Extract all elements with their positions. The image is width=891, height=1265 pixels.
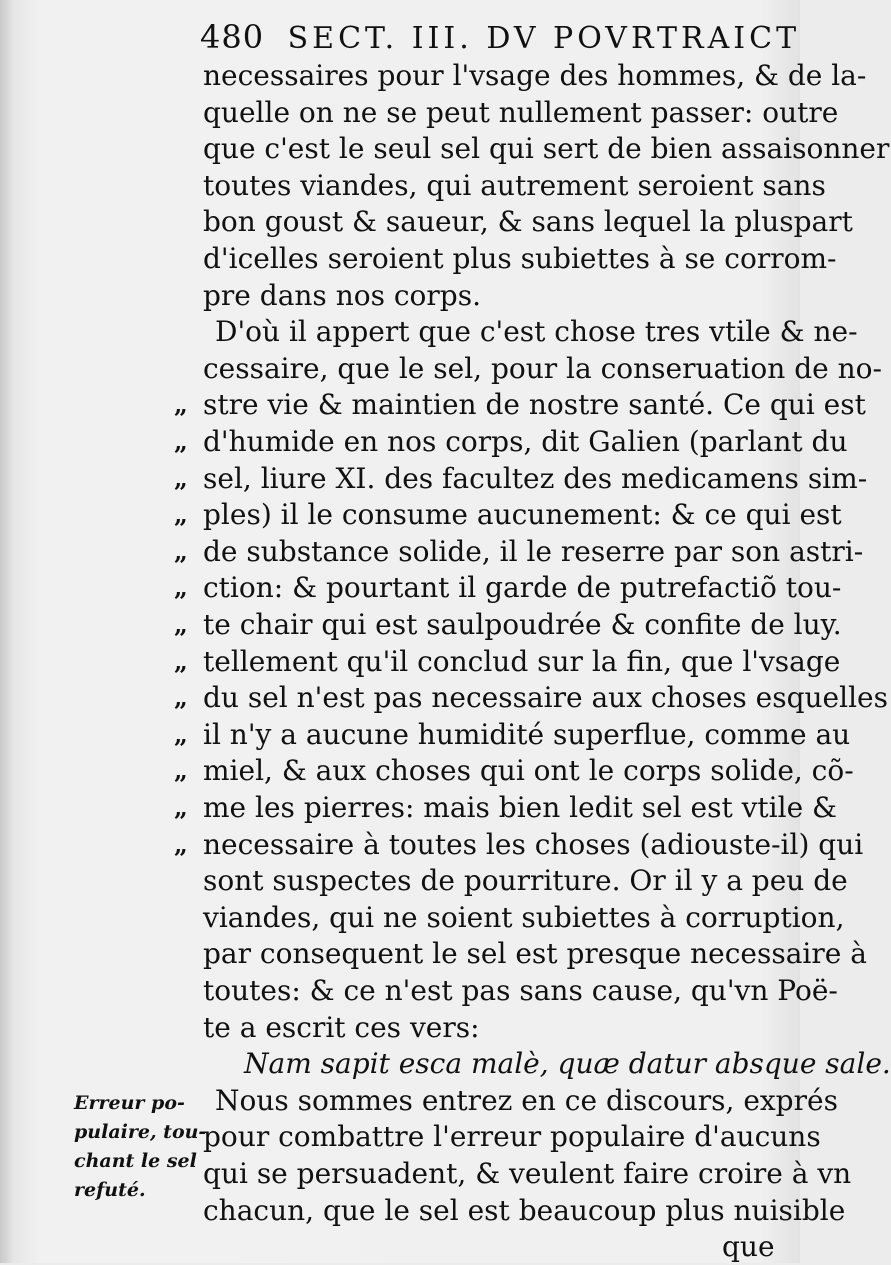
text-line: bon goust & saueur, & sans lequel la pluspart [203, 205, 853, 239]
quote-mark: „ [174, 573, 188, 603]
quote-mark: „ [174, 390, 188, 420]
quote-mark: „ [174, 463, 188, 493]
text-line: quelle on ne se peut nullement passer: outre [203, 95, 839, 129]
latin-verse: Nam sapit esca malè, quæ datur absque sale. [244, 1047, 891, 1081]
text-line: ples) il le consume aucunement: & ce qui est [203, 498, 842, 532]
text-line: stre vie & maintien de nostre santé. Ce qui est [203, 388, 866, 422]
running-header [200, 18, 801, 60]
text-line: sont suspectes de pourriture. Or il y a peu de [203, 864, 848, 898]
text-line: que c'est le seul sel qui sert de bien assaisonner [203, 132, 890, 166]
quote-mark: „ [174, 756, 188, 786]
text-line: te chair qui est saulpoudrée & confite de luy. [203, 608, 842, 641]
text-line: sel, liure XI. des facultez des medicamens sim- [203, 461, 868, 495]
text-line: pour combattre l'erreur populaire d'aucuns [203, 1120, 821, 1154]
quote-mark: „ [174, 610, 188, 639]
quote-mark: „ [174, 719, 188, 749]
page-number: 480 [200, 18, 265, 56]
text-line: necessaire à toutes les choses (adiouste-il) qui [203, 827, 864, 861]
quote-mark: „ [174, 427, 188, 456]
quote-mark: „ [174, 683, 188, 713]
margin-note-line: chant le sel [74, 1149, 197, 1172]
text-line: par consequent le sel est presque necessaire à [203, 937, 867, 971]
catchword: que [722, 1230, 775, 1264]
text-line: te a escrit ces vers: [203, 1010, 480, 1044]
quote-mark: „ [174, 536, 188, 566]
margin-note-line: Erreur po- [74, 1091, 185, 1114]
text-line: chacun, que le sel est beaucoup plus nuisible [203, 1193, 846, 1227]
text-line: d'icelles seroient plus subiettes à se corrom- [203, 242, 837, 275]
text-line: pre dans nos corps. [203, 278, 481, 312]
quote-mark: „ [174, 829, 188, 859]
quote-mark: „ [174, 646, 188, 676]
text-line: D'où il appert que c'est chose tres vtile & ne- [215, 315, 858, 349]
text-line: il n'y a aucune humidité superflue, comme au [203, 717, 851, 751]
margin-note-line: refuté. [74, 1178, 146, 1201]
text-line: miel, & aux choses qui ont le corps solide, cõ- [203, 754, 854, 788]
margin-note-line: pulaire, tou- [74, 1120, 207, 1143]
quote-mark: „ [174, 500, 188, 530]
running-head: SECT. III. DV POVRTRAICT [287, 21, 801, 56]
text-line: ction: & pourtant il garde de putrefactiõ tou- [203, 571, 842, 605]
text-line: cessaire, que le sel, pour la conseruation de no- [203, 351, 882, 385]
text-line: du sel n'est pas necessaire aux choses esquelles [203, 681, 888, 715]
quote-mark: „ [174, 793, 188, 822]
text-line: toutes viandes, qui autrement seroient sans [203, 168, 826, 202]
text-line: de substance solide, il le reserre par son astri- [203, 534, 864, 568]
text-line: toutes: & ce n'est pas sans cause, qu'vn Poë- [203, 974, 838, 1007]
text-line: qui se persuadent, & veulent faire croire à vn [203, 1157, 852, 1190]
text-line: necessaires pour l'vsage des hommes, & de la- [203, 59, 867, 92]
text-line: viandes, qui ne soient subiettes à corruption, [203, 900, 845, 934]
text-line: me les pierres: mais bien ledit sel est vtile & [203, 791, 837, 824]
text-line: tellement qu'il conclud sur la fin, que l'vsage [203, 644, 841, 678]
text-line: Nous sommes entrez en ce discours, exprés [215, 1083, 838, 1117]
text-line: d'humide en nos corps, dit Galien (parlant du [203, 425, 848, 458]
